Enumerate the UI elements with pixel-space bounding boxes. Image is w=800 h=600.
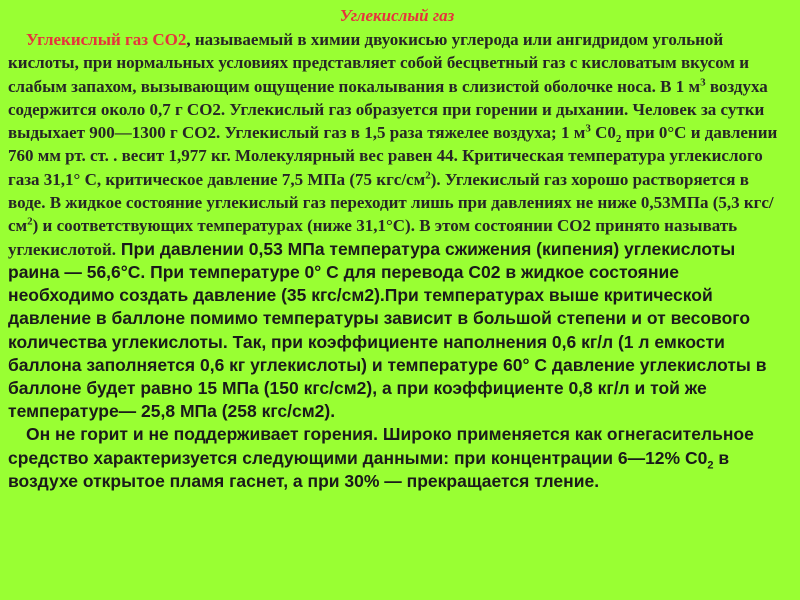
text-segment-1: , называемый в химии двуокисью углерода или ангидридом угольной кислоты, при нормальных условиях представляет собой бесцветный газ с кисловатым вкусом и слабым запахом, вызывающим ощущение покалывания в слизистой оболочке носа. В 1 м — [8, 30, 750, 96]
text-segment-2: воздуха содержится около 0,7 г СО2. Углекислый газ образуется при горении и дыхании. Человек за сутки выдыхает 900—1300 г СО2. Углекислый газ в 1,5 раза тяжелее воздуха; 1 м — [8, 76, 768, 143]
superscript-2b: 2 — [27, 216, 33, 229]
paragraph-co2-properties — [8, 28, 786, 423]
subscript-2b: 2 — [707, 459, 714, 472]
term-lead: Углекислый газ СО2 — [26, 30, 187, 49]
paragraph-fire-suppression — [8, 423, 786, 493]
text-segment-4: при 0°С и давлении 760 мм рт. ст. . весит 1,977 кг. Молекулярный вес равен 44. Критическая температура углекислого газа 31,1° С, критическое давление 7,5 МПа (75 кгс/см — [8, 123, 778, 189]
slide-title: Углекислый газ — [339, 6, 455, 25]
superscript-2: 2 — [425, 169, 431, 182]
text-segment-5: ). Углекислый газ хорошо растворяется в воде. В жидкое состояние углекислый газ переходит лишь при давлениях не ниже 0,53МПа (5,3 кгс/см — [8, 169, 774, 236]
text-segment-sans: При давлении 0,53 МПа температура сжижения (кипения) углекислоты раина — 56,6°С. При температуре 0° С для перевода С02 в жидкое состояние необходимо создать давление (35 кгс/см2).При температурах выше критической давление в баллоне помимо температуры зависит в большой степени и от весового количества углекислоты. Так, при коэффициенте наполнения 0,6 кг/л (1 л емкости баллона заполняется 0,6 кг углекислоты) и температуре 60° С давление углекислоты в баллоне будет равно 15 МПа (150 кгс/см2), а при коэффициенте 0,8 кг/л и той же температуре— 25,8 МПа (258 кгс/см2). — [8, 238, 767, 422]
text-segment-6: ) и соответствующих температурах (ниже 31,1°С). В этом состоянии СО2 принято называть углекислотой. — [8, 216, 738, 259]
text-segment-8: в воздухе открытое пламя гаснет, а при 30% — прекращается тление. — [8, 447, 730, 491]
text-segment-3: С0 — [590, 123, 616, 143]
text-segment-7: Он не горит и не поддерживает горения. Широко применяется как огнегасительное средство характеризуется следующими данными: при концентрации 6—12% С0 — [8, 424, 754, 468]
subscript-2: 2 — [615, 133, 622, 146]
superscript-3b: 3 — [585, 122, 591, 135]
superscript-3: 3 — [700, 76, 706, 89]
